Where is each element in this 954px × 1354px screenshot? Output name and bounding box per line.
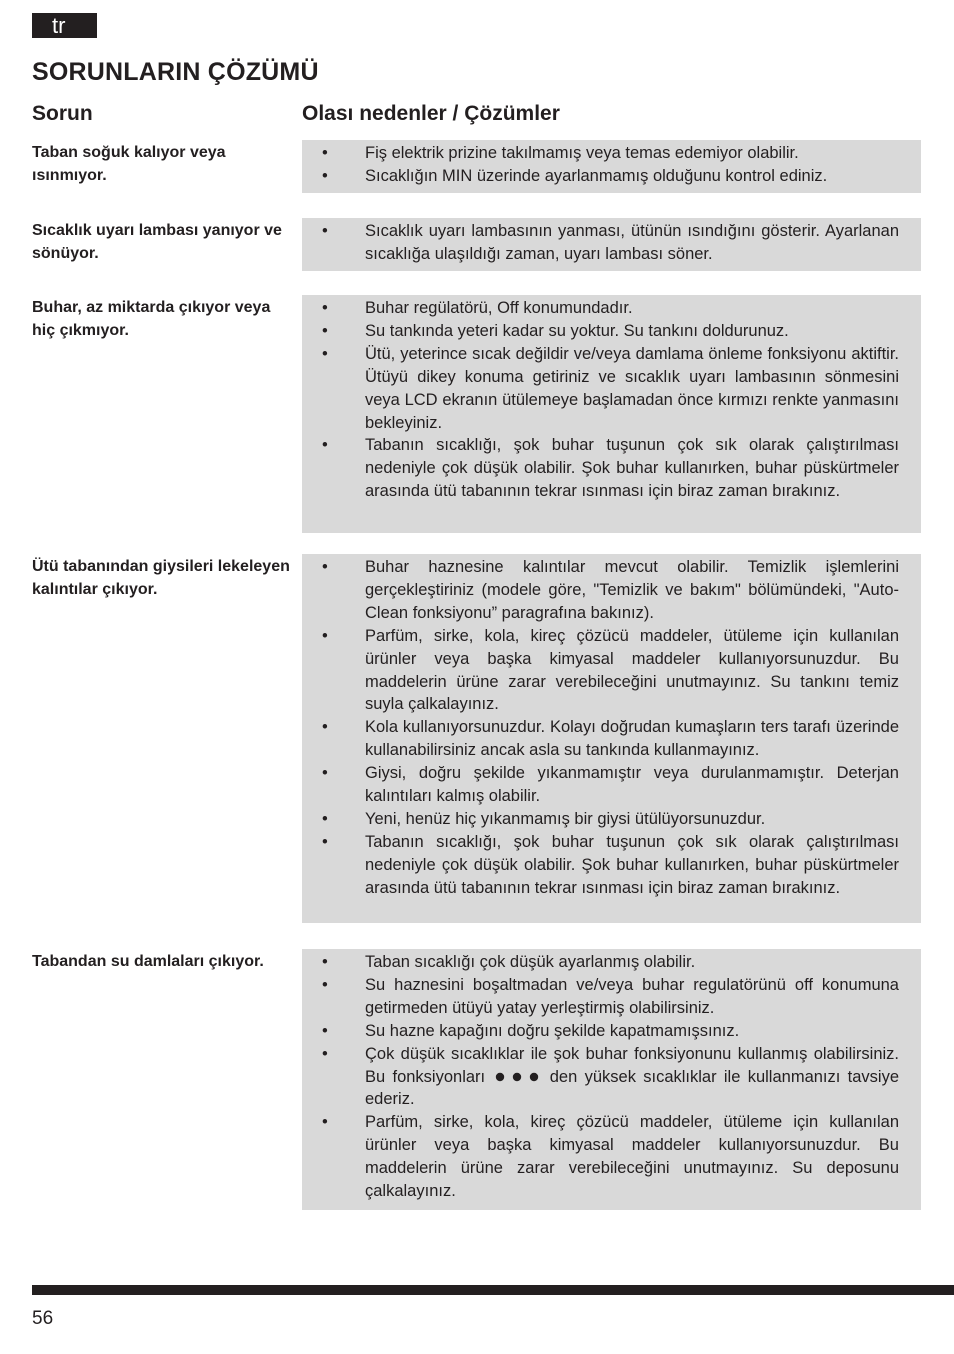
three-dots-temperature-icon (494, 1071, 540, 1083)
solution-box (302, 554, 921, 923)
solution-item: • Sıcaklık uyarı lambasının yanması, ütünün ısındığını gösterir. Ayarlanan sıcaklığa ulaşıldığı zaman, uyarı lambası söner. (302, 220, 899, 266)
solution-item: • Su hazne kapağını doğru şekilde kapatmamışsınız. (302, 1020, 899, 1043)
solution-item: • Parfüm, sirke, kola, kireç çözücü maddeler, ütüleme için kullanılan ürünler veya başka kimyasal maddeler kullanıyorsunuzdur. Bu maddelerin ürüne zarar verebileceğini unutmayınız. Su deposunu çalkalayınız. (302, 1111, 899, 1203)
solution-item (302, 1043, 899, 1112)
solution-item: • Su tankında yeteri kadar su yoktur. Su tankını doldurunuz. (302, 320, 899, 343)
solution-list (302, 951, 899, 1203)
solution-item: • Parfüm, sirke, kola, kireç çözücü maddeler, ütüleme için kullanılan ürünler veya başka kimyasal maddeler kullanıyorsunuzdur. Bu maddelerin ürüne zarar verebileceğini unutmayınız. Su tankını temiz suyla çalkalayınız. (302, 625, 899, 717)
solution-item: • Kola kullanıyorsunuzdur. Kolayı doğrudan kumaşların ters tarafı üzerinde kullanabilirsiniz ancak asla su tankında kullanmayınız. (302, 716, 899, 762)
solution-text-after-icon: den yüksek sıcaklıklar ile kullanmanızı tavsiye ederiz. (365, 1067, 899, 1109)
solution-box (302, 140, 921, 193)
solution-list (302, 556, 899, 900)
solution-list (302, 220, 899, 266)
solution-list (302, 297, 899, 503)
solution-box (302, 295, 921, 533)
problem-text: Taban soğuk kalıyor veya ısınmıyor. (32, 144, 226, 184)
problem-text: Tabandan su damlaları çıkıyor. (32, 953, 264, 970)
problem-text: Buhar, az miktarda çıkıyor veya hiç çıkmıyor. (32, 299, 271, 339)
solution-item: • Buhar haznesine kalıntılar mevcut olabilir. Temizlik işlemlerini gerçekleştiriniz (modele göre, "Temizlik ve bakım" bölümündeki, "Auto-Clean fonksiyonu” paragrafına bakınız). (302, 556, 899, 625)
solution-item: • Tabanın sıcaklığı, şok buhar tuşunun çok sık olarak çalıştırılması nedeniyle çok düşük olabilir. Şok buhar kullanırken, buhar püskürtmeler arasında ütü tabanının tekrar ısınması için biraz zaman bırakınız. (302, 831, 899, 900)
page-title: SORUNLARIN ÇÖZÜMÜ (32, 58, 319, 86)
solution-item: • Sıcaklığın MIN üzerinde ayarlanmamış olduğunu kontrol ediniz. (302, 165, 899, 188)
problem-column-heading: Sorun (32, 102, 93, 125)
solution-text-before-icon: Çok düşük sıcaklıklar ile şok buhar fonksiyonunu kullanmış olabilirsiniz. Bu fonksiyonları (365, 1044, 899, 1086)
solution-item: • Fiş elektrik prizine takılmamış veya temas edemiyor olabilir. (302, 142, 899, 165)
solution-item: • Tabanın sıcaklığı, şok buhar tuşunun çok sık olarak çalıştırılması nedeniyle çok düşük olabilir. Şok buhar kullanırken, buhar püskürtmeler arasında ütü tabanının tekrar ısınması için biraz zaman bırakınız. (302, 434, 899, 503)
solution-list (302, 142, 899, 188)
solution-box (302, 949, 921, 1210)
solution-item: • Buhar regülatörü, Off konumundadır. (302, 297, 899, 320)
page-number: 56 (32, 1308, 54, 1329)
solution-item: • Ütü, yeterince sıcak değildir ve/veya damlama önleme fonksiyonu aktiftir. Ütüyü dikey konuma getiriniz ve sıcaklık uyarı lambasının sönmesini veya LCD ekranın ütülemeye başlamadan önce kırmızı renkte yanmasını bekleyiniz. (302, 343, 899, 435)
footer-rule (32, 1285, 954, 1295)
solution-item: • Yeni, henüz hiç yıkanmamış bir giysi ütülüyorsunuzdur. (302, 808, 899, 831)
solution-box (302, 218, 921, 271)
problem-text: Ütü tabanından giysileri lekeleyen kalıntılar çıkıyor. (32, 558, 290, 598)
solution-item: • Giysi, doğru şekilde yıkanmamıştır veya durulanmamıştır. Deterjan kalıntıları kalmış olabilir. (302, 762, 899, 808)
solution-item: • Taban sıcaklığı çok düşük ayarlanmış olabilir. (302, 951, 899, 974)
language-tag: tr (32, 13, 97, 38)
solution-item: • Su haznesini boşaltmadan ve/veya buhar regulatörünü off konumuna getirmeden ütüyü yatay yerleştirmiş olabilirsiniz. (302, 974, 899, 1020)
solution-column-heading: Olası nedenler / Çözümler (302, 102, 560, 125)
problem-text: Sıcaklık uyarı lambası yanıyor ve sönüyor. (32, 222, 282, 262)
